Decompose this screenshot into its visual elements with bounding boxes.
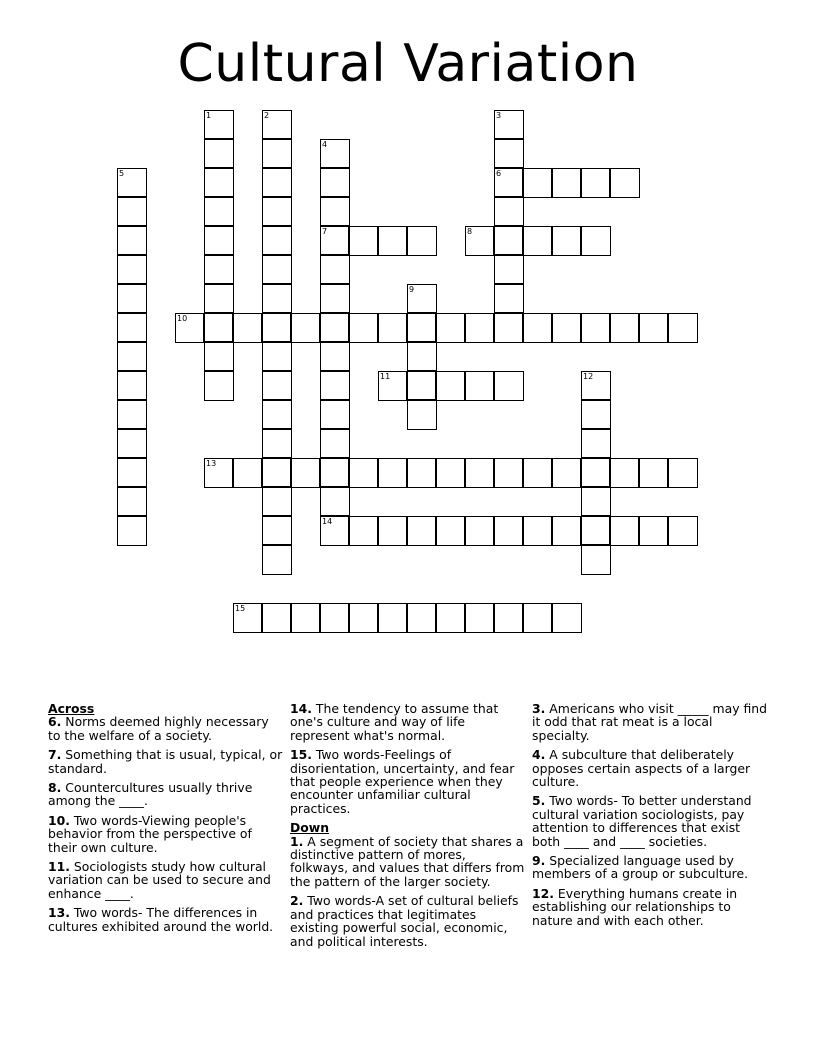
clue-down-4 — [532, 748, 768, 788]
grid-cell[interactable] — [581, 226, 611, 256]
grid-cell[interactable] — [117, 168, 147, 197]
grid-cell[interactable] — [204, 255, 234, 284]
grid-cell[interactable] — [262, 603, 291, 633]
grid-cell[interactable] — [320, 255, 350, 284]
grid-cell[interactable] — [320, 371, 350, 400]
clue-number: 11. — [48, 859, 70, 875]
grid-cell[interactable] — [523, 226, 552, 256]
across-header: Across — [48, 701, 95, 716]
grid-cell[interactable] — [668, 313, 698, 343]
grid-cell[interactable] — [465, 226, 494, 256]
grid-cell[interactable] — [639, 458, 668, 488]
grid-cell[interactable] — [117, 458, 147, 487]
grid-cell[interactable] — [378, 458, 407, 488]
grid-cell[interactable] — [291, 458, 320, 488]
grid-cell[interactable] — [494, 516, 523, 546]
clue-number: 12. — [532, 885, 554, 901]
grid-cell[interactable] — [320, 429, 350, 458]
grid-cell[interactable] — [320, 168, 350, 197]
grid-cell[interactable] — [291, 603, 320, 633]
down-header: Down — [290, 820, 330, 836]
cell-number: 8 — [467, 227, 473, 236]
clue-text: Everything humans create in establishing our relationships to nature and with each other. — [532, 885, 738, 928]
cell-number: 7 — [322, 227, 328, 236]
grid-cell[interactable] — [262, 110, 292, 139]
grid-cell[interactable] — [175, 313, 204, 343]
clue-across-15 — [290, 748, 526, 815]
grid-cell[interactable] — [204, 342, 234, 371]
puzzle-title: Cultural Variation — [177, 34, 639, 94]
grid-cell[interactable] — [581, 487, 611, 516]
cell-number: 12 — [583, 372, 594, 381]
grid-cell[interactable] — [436, 313, 465, 343]
cell-number: 2 — [264, 111, 270, 120]
grid-cell[interactable] — [262, 458, 291, 487]
grid-cell[interactable] — [117, 516, 147, 546]
clue-number: 8. — [48, 780, 62, 796]
grid-cell[interactable] — [436, 458, 465, 488]
clue-number: 10. — [48, 812, 70, 828]
clue-text: Two words-Feelings of disorientation, uncertainty, and fear that people experience when they encounter unfamiliar cultural practices. — [290, 747, 515, 816]
clue-number: 6. — [48, 714, 62, 730]
grid-cell[interactable] — [581, 516, 610, 545]
grid-cell[interactable] — [262, 168, 292, 197]
grid-cell[interactable] — [117, 342, 147, 371]
grid-cell[interactable] — [494, 371, 524, 401]
grid-cell[interactable] — [204, 226, 234, 255]
grid-cell[interactable] — [204, 139, 234, 168]
grid-cell[interactable] — [552, 313, 581, 343]
clue-across-11 — [48, 860, 284, 900]
clue-text: Two words-Viewing people's behavior from the perspective of their own culture. — [48, 812, 252, 855]
grid-cell[interactable] — [320, 197, 350, 226]
grid-cell[interactable] — [378, 516, 407, 546]
grid-cell[interactable] — [262, 284, 292, 313]
grid-cell[interactable] — [320, 139, 350, 168]
grid-cell[interactable] — [581, 458, 610, 487]
clue-down-3 — [532, 702, 768, 742]
clue-down-12 — [532, 887, 768, 927]
grid-cell[interactable] — [407, 516, 436, 546]
grid-cell[interactable] — [407, 284, 437, 313]
clue-across-10 — [48, 814, 284, 854]
clue-text: The tendency to assume that one's culture and way of life represent what's normal. — [290, 701, 499, 743]
grid-cell[interactable] — [117, 400, 147, 429]
clue-down-9 — [532, 854, 768, 881]
clue-across-7 — [48, 748, 284, 775]
grid-cell[interactable] — [610, 516, 639, 546]
grid-cell[interactable] — [523, 458, 552, 488]
grid-cell[interactable] — [581, 168, 610, 198]
grid-cell[interactable] — [117, 197, 147, 226]
grid-cell[interactable] — [494, 255, 524, 284]
grid-cell[interactable] — [581, 429, 611, 458]
grid-cell[interactable] — [494, 313, 523, 343]
grid-cell[interactable] — [407, 458, 436, 488]
grid-cell[interactable] — [204, 371, 234, 401]
cell-number: 9 — [409, 285, 415, 294]
grid-cell[interactable] — [262, 487, 292, 516]
clue-column-3 — [532, 702, 768, 933]
grid-cell[interactable] — [262, 226, 292, 255]
grid-cell[interactable] — [581, 313, 610, 343]
cell-number: 6 — [496, 169, 502, 178]
clue-across-6 — [48, 715, 284, 742]
grid-cell[interactable] — [233, 603, 262, 633]
clue-number: 1. — [290, 833, 304, 849]
grid-cell[interactable] — [494, 139, 524, 168]
clue-column-2 — [290, 702, 526, 954]
clue-text: Two words- The differences in cultures exhibited around the world. — [48, 905, 274, 934]
grid-cell[interactable] — [233, 313, 262, 343]
cell-number: 1 — [206, 111, 212, 120]
grid-cell[interactable] — [552, 516, 581, 546]
grid-cell[interactable] — [610, 313, 639, 343]
grid-cell[interactable] — [262, 139, 292, 168]
clue-number: 15. — [290, 747, 312, 763]
clue-across-13 — [48, 906, 284, 933]
grid-cell[interactable] — [262, 516, 292, 545]
grid-cell[interactable] — [494, 168, 523, 197]
grid-cell[interactable] — [117, 255, 147, 284]
grid-cell[interactable] — [465, 313, 494, 343]
clue-text: Two words- To better understand cultural variation sociologists, pay attention to differences that exist both ____ and ____ societies. — [532, 793, 752, 849]
grid-cell[interactable] — [494, 226, 523, 255]
grid-cell[interactable] — [262, 255, 292, 284]
grid-cell[interactable] — [552, 168, 581, 198]
grid-cell[interactable] — [523, 168, 552, 198]
grid-cell[interactable] — [436, 516, 465, 546]
grid-cell[interactable] — [117, 284, 147, 313]
grid-cell[interactable] — [204, 197, 234, 226]
grid-cell[interactable] — [117, 371, 147, 400]
grid-cell[interactable] — [378, 371, 407, 401]
grid-cell[interactable] — [639, 516, 668, 546]
clue-number: 3. — [532, 701, 546, 716]
grid-cell[interactable] — [378, 313, 407, 343]
grid-cell[interactable] — [378, 226, 407, 256]
grid-cell[interactable] — [581, 371, 611, 400]
clue-text: Norms deemed highly necessary to the welfare of a society. — [48, 714, 269, 743]
grid-cell[interactable] — [117, 429, 147, 458]
grid-cell[interactable] — [262, 371, 292, 400]
clue-down-5 — [532, 794, 768, 848]
grid-cell[interactable] — [523, 603, 552, 633]
clue-text: A subculture that deliberately opposes certain aspects of a larger culture. — [532, 747, 751, 790]
grid-cell[interactable] — [407, 226, 437, 256]
grid-cell[interactable] — [378, 603, 407, 633]
grid-cell[interactable] — [581, 400, 611, 429]
grid-cell[interactable] — [668, 458, 698, 488]
grid-cell[interactable] — [523, 313, 552, 343]
clue-across-14 — [290, 702, 526, 742]
clue-text: A segment of society that shares a distinctive pattern of mores, folkways, and values that differs from the pattern of the larger society. — [290, 833, 525, 889]
grid-cell[interactable] — [552, 226, 581, 256]
grid-cell[interactable] — [117, 313, 147, 342]
grid-cell[interactable] — [436, 603, 465, 633]
grid-cell[interactable] — [465, 603, 494, 633]
cell-number: 5 — [119, 169, 125, 178]
clue-text: Countercultures usually thrive among the ____. — [48, 780, 253, 809]
grid-cell[interactable] — [349, 226, 378, 256]
cell-number: 3 — [496, 111, 502, 120]
clue-number: 4. — [532, 747, 546, 763]
grid-cell[interactable] — [349, 458, 378, 488]
grid-cell[interactable] — [610, 168, 640, 198]
grid-cell[interactable] — [320, 487, 350, 516]
cell-number: 13 — [206, 459, 217, 468]
clue-text: Two words-A set of cultural beliefs and practices that legitimates existing powerful social, economic, and political interests. — [290, 893, 519, 949]
clue-across-8 — [48, 781, 284, 808]
clue-text: Something that is usual, typical, or standard. — [48, 747, 283, 776]
grid-cell[interactable] — [407, 603, 436, 633]
grid-cell[interactable] — [320, 226, 349, 255]
grid-cell[interactable] — [465, 516, 494, 546]
grid-cell[interactable] — [639, 313, 668, 343]
cell-number: 11 — [380, 372, 391, 381]
grid-cell[interactable] — [262, 400, 292, 429]
clue-number: 14. — [290, 701, 312, 716]
cell-number: 15 — [235, 604, 246, 613]
grid-cell[interactable] — [262, 197, 292, 226]
cell-number: 10 — [177, 314, 188, 323]
clue-text: Specialized language used by members of a group or subculture. — [532, 853, 749, 882]
clue-number: 7. — [48, 747, 62, 763]
clue-column-1 — [48, 702, 284, 939]
cell-number: 14 — [322, 517, 333, 526]
clue-text: Sociologists study how cultural variation can be used to secure and enhance ____. — [48, 859, 271, 901]
grid-cell[interactable] — [407, 342, 437, 371]
grid-cell[interactable] — [494, 197, 524, 226]
grid-cell[interactable] — [494, 458, 523, 488]
grid-cell[interactable] — [349, 313, 378, 343]
grid-cell[interactable] — [117, 226, 147, 255]
grid-cell[interactable] — [262, 545, 292, 575]
clue-number: 9. — [532, 853, 546, 869]
grid-cell[interactable] — [204, 168, 234, 197]
grid-cell[interactable] — [494, 284, 524, 313]
grid-cell[interactable] — [552, 458, 581, 488]
grid-cell[interactable] — [465, 371, 494, 401]
grid-cell[interactable] — [349, 516, 378, 546]
grid-cell[interactable] — [349, 603, 378, 633]
grid-cell[interactable] — [204, 284, 234, 313]
grid-cell[interactable] — [262, 342, 292, 371]
grid-cell[interactable] — [465, 458, 494, 488]
grid-cell[interactable] — [320, 516, 349, 546]
grid-cell[interactable] — [320, 284, 350, 313]
grid-cell[interactable] — [320, 342, 350, 371]
grid-cell[interactable] — [117, 487, 147, 516]
grid-cell[interactable] — [262, 313, 291, 342]
grid-cell[interactable] — [407, 313, 436, 342]
grid-cell[interactable] — [320, 313, 349, 342]
grid-cell[interactable] — [581, 545, 611, 575]
grid-cell[interactable] — [320, 458, 349, 487]
grid-cell[interactable] — [291, 313, 320, 343]
clue-text: Americans who visit _____ may find it odd that rat meat is a local specialty. — [532, 701, 768, 743]
clue-number: 5. — [532, 793, 546, 809]
grid-cell[interactable] — [407, 400, 437, 430]
grid-cell[interactable] — [523, 516, 552, 546]
grid-cell[interactable] — [610, 458, 639, 488]
grid-cell[interactable] — [436, 371, 465, 401]
grid-cell[interactable] — [233, 458, 262, 488]
grid-cell[interactable] — [262, 429, 292, 458]
grid-cell[interactable] — [494, 603, 523, 633]
grid-cell[interactable] — [320, 603, 349, 633]
clue-number: 2. — [290, 893, 304, 909]
grid-cell[interactable] — [407, 371, 436, 400]
grid-cell[interactable] — [204, 313, 233, 342]
grid-cell[interactable] — [552, 603, 582, 633]
grid-cell[interactable] — [494, 110, 524, 139]
clue-down-1 — [290, 835, 526, 889]
cell-number: 4 — [322, 140, 328, 149]
clue-down-2 — [290, 894, 526, 948]
clue-number: 13. — [48, 905, 70, 921]
grid-cell[interactable] — [204, 110, 234, 139]
grid-cell[interactable] — [320, 400, 350, 429]
grid-cell[interactable] — [204, 458, 233, 488]
grid-cell[interactable] — [668, 516, 698, 546]
